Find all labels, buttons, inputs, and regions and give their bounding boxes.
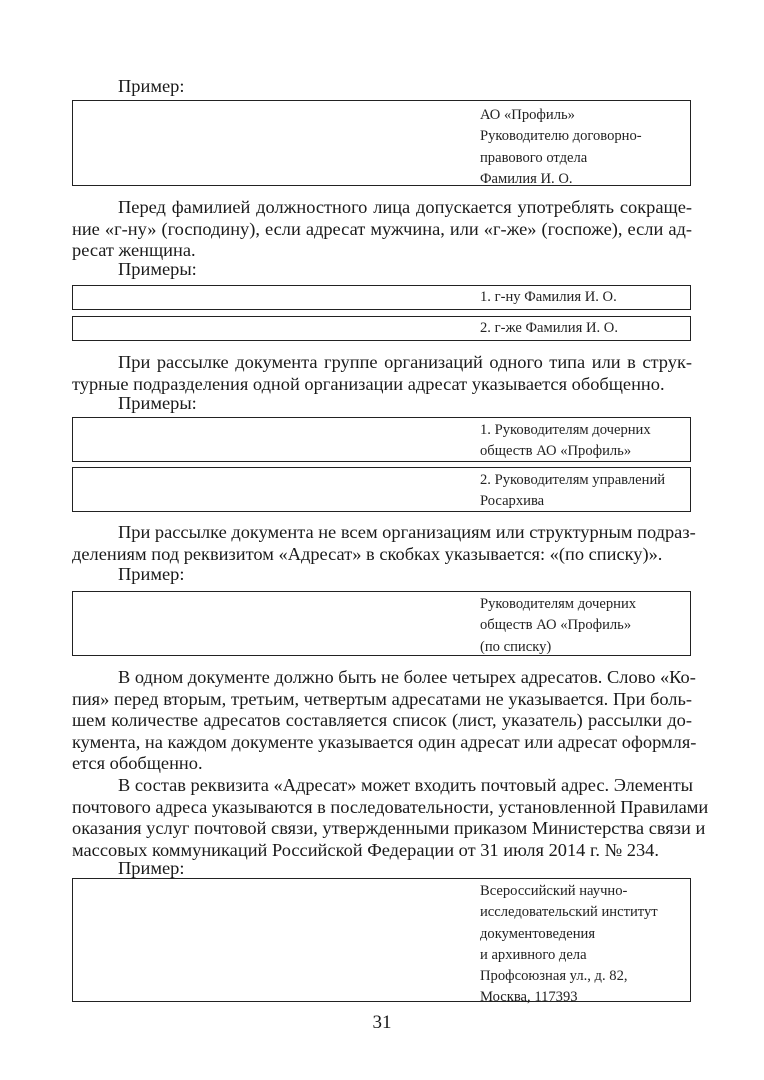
addressee-text xyxy=(480,594,636,658)
addressee-line: Росархива xyxy=(480,493,545,510)
paragraph-postal-address xyxy=(72,775,709,861)
addressee-line: обществ АО «Профиль» xyxy=(480,443,632,460)
example-label: Пример: xyxy=(118,76,185,96)
paragraph-group-mailing xyxy=(72,352,692,395)
addressee-line: Москва, 117393 xyxy=(480,989,578,1006)
addressee-text xyxy=(480,420,651,463)
paragraph-line: При рассылке документа не всем организациям или структурным подраз- xyxy=(118,522,696,542)
addressee-line: 2. Руководителям управлений xyxy=(480,472,666,488)
paragraph-line: В одном документе должно быть не более четырех адресатов. Слово «Ко- xyxy=(118,667,696,687)
addressee-example-box xyxy=(72,417,691,462)
addressee-text xyxy=(480,287,617,308)
paragraph-line: оказания услуг почтовой связи, утвержденными приказом Министерства связи и xyxy=(72,818,706,838)
addressee-text xyxy=(480,881,658,1009)
addressee-line: правового отдела xyxy=(480,149,588,166)
paragraph-line: ресат женщина. xyxy=(72,240,196,260)
paragraph-line: ние «г-ну» (господину), если адресат мужчина, или «г-же» (госпоже), если ад- xyxy=(72,218,692,239)
paragraph-line: В состав реквизита «Адресат» может входить почтовый адрес. Элементы xyxy=(118,775,693,795)
addressee-line: Профсоюзная ул., д. 82, xyxy=(480,968,628,985)
addressee-line: обществ АО «Профиль» xyxy=(480,617,632,634)
addressee-line: Руководителям дочерних xyxy=(480,596,637,612)
paragraph-line: массовых коммуникаций Российской Федерации от 31 июля 2014 г. № 234. xyxy=(72,839,659,860)
paragraph-line: пия» перед вторым, третьим, четвертым адресатами не указывается. При боль- xyxy=(72,688,692,709)
addressee-line: Руководителю договорно- xyxy=(480,128,642,145)
examples-label: Примеры: xyxy=(118,259,197,279)
paragraph-addressee-count xyxy=(72,667,697,775)
addressee-example-box xyxy=(72,878,691,1006)
addressee-text xyxy=(480,318,618,339)
addressee-example-box xyxy=(72,316,691,341)
addressee-line: Всероссийский научно- xyxy=(480,883,628,899)
addressee-line: (по списку) xyxy=(480,638,552,655)
addressee-example-box xyxy=(72,467,691,512)
paragraph-line: почтового адреса указываются в последовательности, установленной Правилами xyxy=(72,796,709,817)
addressee-line: 1. Руководителям дочерних xyxy=(480,422,651,438)
addressee-example-box xyxy=(72,100,691,186)
examples-label: Примеры: xyxy=(118,393,197,413)
addressee-line: 1. г-ну Фамилия И. О. xyxy=(480,289,617,305)
page-number: 31 xyxy=(372,1012,392,1033)
addressee-example-box xyxy=(72,591,691,656)
paragraph-title-abbreviation xyxy=(72,197,692,262)
paragraph-line: Перед фамилией должностного лица допускается употреблять сокраще- xyxy=(118,197,692,217)
addressee-line: исследовательский институт xyxy=(480,904,658,921)
paragraph-line: кумента, на каждом документе указывается один адресат или адресат оформля- xyxy=(72,731,697,752)
addressee-line: 2. г-же Фамилия И. О. xyxy=(480,320,618,336)
example-label: Пример: xyxy=(118,564,185,584)
addressee-example-box xyxy=(72,285,691,310)
paragraph-line: При рассылке документа группе организаций одного типа или в струк- xyxy=(118,352,692,372)
addressee-line: АО «Профиль» xyxy=(480,107,575,123)
paragraph-partial-mailing xyxy=(72,522,696,565)
addressee-text xyxy=(480,470,665,513)
paragraph-line: делениям под реквизитом «Адресат» в скобках указывается: «(по списку)». xyxy=(72,543,663,564)
paragraph-line: турные подразделения одной организации адресат указывается обобщенно. xyxy=(72,373,665,394)
paragraph-line: шем количестве адресатов составляется список (лист, указатель) рассылки до- xyxy=(72,710,692,730)
addressee-line: и архивного дела xyxy=(480,946,587,963)
example-label: Пример: xyxy=(118,858,185,878)
addressee-line: документоведения xyxy=(480,925,596,942)
paragraph-line: ется обобщенно. xyxy=(72,753,203,773)
addressee-line: Фамилия И. О. xyxy=(480,170,573,187)
addressee-text xyxy=(480,105,642,190)
